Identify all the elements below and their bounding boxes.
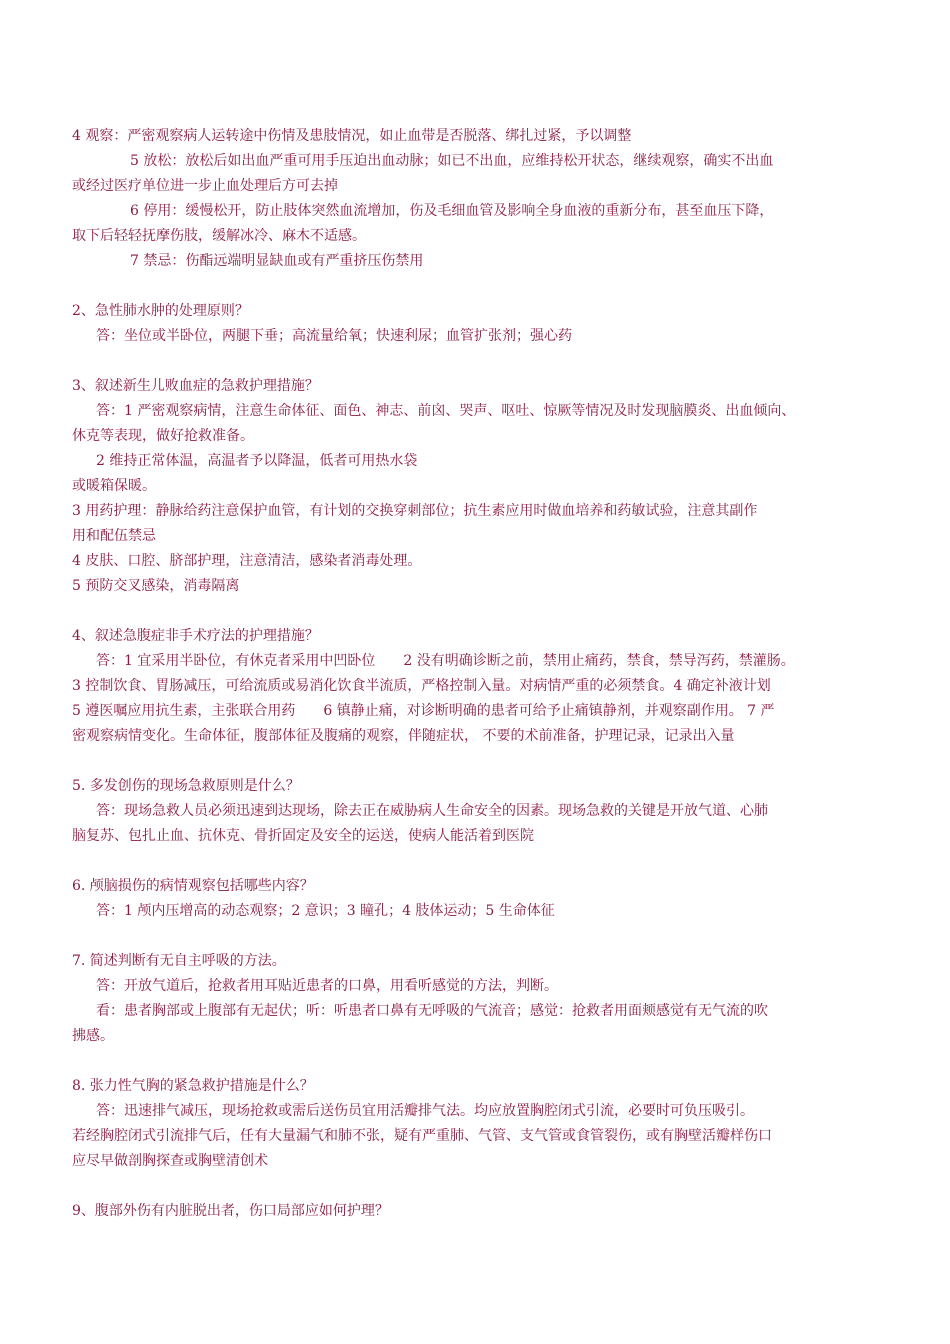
question-heading: 5. 多发创伤的现场急救原则是什么？	[72, 778, 300, 794]
question-3	[72, 374, 878, 599]
text-line: 取下后轻轻抚摩伤肢，缓解冰冷、麻木不适感。	[72, 228, 366, 244]
answer-line: 脑复苏、包扎止血、抗休克、骨折固定及安全的运送，使病人能活着到医院	[72, 828, 534, 844]
answer-line: 4 皮肤、口腔、脐部护理，注意清洁，感染者消毒处理。	[72, 553, 422, 569]
answer-line: 5 遵医嘱应用抗生素，主张联合用药 6 镇静止痛，对诊断明确的患者可给予止痛镇静剂，并观察副作用。 7 严	[72, 703, 775, 719]
answer-line: 密观察病情变化。生命体征，腹部体征及腹痛的观察，伴随症状， 不要的术前准备，护理记录，记录出入量	[72, 728, 735, 744]
answer-line: 答：迅速排气减压，现场抢救或需后送伤员宜用活瓣排气法。均应放置胸腔闭式引流，必要时可负压吸引。	[96, 1103, 754, 1119]
question-heading: 2、急性肺水肿的处理原则？	[72, 303, 249, 319]
question-7	[72, 949, 878, 1049]
text-line: 6 停用：缓慢松开，防止肢体突然血流增加，伤及毛细血管及影响全身血液的重新分布，甚至血压下降，	[130, 203, 774, 219]
answer-line: 或暖箱保暖。	[72, 478, 156, 494]
text-line: 或经过医疗单位进一步止血处理后方可去掉	[72, 178, 338, 194]
answer-line: 2 维持正常体温，高温者予以降温，低者可用热水袋	[96, 453, 418, 469]
question-9	[72, 1199, 878, 1224]
answer-line: 用和配伍禁忌	[72, 528, 156, 544]
text-line: 5 放松：放松后如出血严重可用手压迫出血动脉；如已不出血，应维持松开状态，继续观察，确实不出血	[130, 153, 774, 169]
answer-line: 答：1 严密观察病情，注意生命体征、面色、神志、前囟、哭声、呕吐、惊厥等情况及时发现脑膜炎、出血倾向、	[96, 403, 796, 419]
question-heading: 8. 张力性气胸的紧急救护措施是什么？	[72, 1078, 314, 1094]
answer-line: 答：坐位或半卧位，两腿下垂；高流量给氧；快速利尿；血管扩张剂；强心药	[96, 328, 572, 344]
question-heading: 7. 简述判断有无自主呼吸的方法。	[72, 953, 286, 969]
answer-line: 答：开放气道后，抢救者用耳贴近患者的口鼻，用看听感觉的方法，判断。	[96, 978, 558, 994]
text-line: 4 观察：严密观察病人运转途中伤情及患肢情况，如止血带是否脱落、绑扎过紧，予以调整	[72, 128, 632, 144]
document-body	[72, 124, 878, 1224]
question-heading: 6. 颅脑损伤的病情观察包括哪些内容？	[72, 878, 314, 894]
answer-line: 答：1 颅内压增高的动态观察；2 意识；3 瞳孔；4 肢体运动；5 生命体征	[96, 903, 555, 919]
tourniquet-section	[72, 124, 878, 274]
answer-line: 看：患者胸部或上腹部有无起伏；听：听患者口鼻有无呼吸的气流音；感觉：抢救者用面颊感觉有无气流的吹	[96, 1003, 768, 1019]
answer-line: 答：现场急救人员必须迅速到达现场，除去正在威胁病人生命安全的因素。现场急救的关键是开放气道、心肺	[96, 803, 768, 819]
question-2	[72, 299, 878, 349]
question-heading: 9、腹部外伤有内脏脱出者，伤口局部应如何护理？	[72, 1203, 389, 1219]
question-5	[72, 774, 878, 849]
answer-line: 3 用药护理：静脉给药注意保护血管，有计划的交换穿刺部位；抗生素应用时做血培养和药敏试验，注意其副作	[72, 503, 758, 519]
question-heading: 4、叙述急腹症非手术疗法的护理措施？	[72, 628, 319, 644]
text-line: 7 禁忌：伤酯远端明显缺血或有严重挤压伤禁用	[130, 253, 424, 269]
answer-line: 拂感。	[72, 1028, 114, 1044]
question-6	[72, 874, 878, 924]
question-heading: 3、叙述新生儿败血症的急救护理措施？	[72, 378, 319, 394]
answer-line: 休克等表现，做好抢救准备。	[72, 428, 254, 444]
answer-line: 应尽早做剖胸探查或胸壁清创术	[72, 1153, 268, 1169]
answer-line: 3 控制饮食、胃肠减压，可给流质或易消化饮食半流质，严格控制入量。对病情严重的必须禁食。4 确定补液计划	[72, 678, 771, 694]
question-4	[72, 624, 878, 749]
answer-line: 答：1 宜采用半卧位，有休克者采用中凹卧位 2 没有明确诊断之前，禁用止痛药，禁食，禁导泻药，禁灌肠。	[96, 653, 795, 669]
question-8	[72, 1074, 878, 1174]
answer-line: 若经胸腔闭式引流排气后，任有大量漏气和肺不张，疑有严重肺、气管、支气管或食管裂伤，或有胸壁活瓣样伤口	[72, 1128, 772, 1144]
answer-line: 5 预防交叉感染，消毒隔离	[72, 578, 240, 594]
